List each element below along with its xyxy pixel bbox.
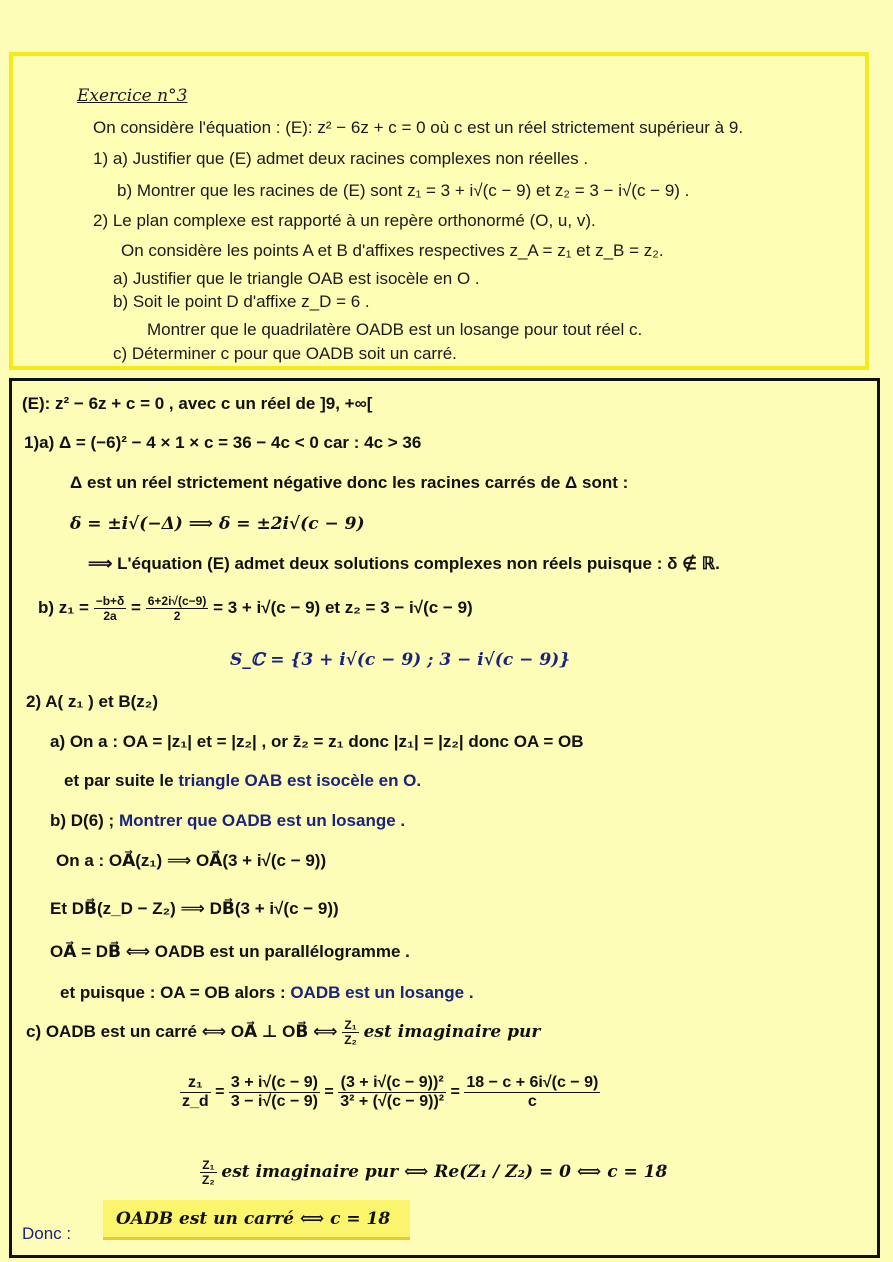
imaginary-fraction (200, 1158, 217, 1187)
losange-goal: Montrer que OADB est un losange . (118, 811, 406, 830)
discriminant-line: 1)a) Δ = (−6)² − 4 × 1 × c = 36 − 4c < 0 car : 4c > 36 (24, 433, 422, 452)
quotient-4-num: 18 − c + 6i√(c − 9) (466, 1074, 599, 1091)
roots-fraction-general (94, 594, 127, 623)
imaginary-num: Z₁ (200, 1158, 217, 1173)
roots-fraction-general-num: −b+δ (95, 594, 125, 608)
quotient-2-num: 3 + i√(c − 9) (230, 1074, 318, 1091)
question-2: 2) Le plan complexe est rapporté à un repère orthonormé (O, u, v). (93, 211, 596, 230)
question-2b: b) Soit le point D d'affixe z_D = 6 . (113, 292, 370, 311)
roots-label: b) z₁ = (38, 597, 89, 617)
quotient-3-den: 3² + (√(c − 9))² (340, 1093, 445, 1110)
imaginary-den: Z₂ (202, 1173, 215, 1187)
question-1b: b) Montrer que les racines de (E) sont z₁ = 3 + i√(c − 9) et z₂ = 3 − i√(c − 9) . (117, 181, 690, 200)
imaginary-condition-text: est imaginaire pur ⟺ Re(Z₁ / Z₂) = 0 ⟺ c = 18 (221, 1161, 668, 1182)
vector-oa-line: On a : OA⃗(z₁) ⟹ OA⃗(3 + i√(c − 9)) (56, 851, 327, 870)
square-condition-den: Z₂ (344, 1033, 357, 1047)
roots-fraction-general-den: 2a (103, 609, 117, 623)
losange-conclusion (60, 983, 474, 1003)
quotient-4-den: c (527, 1093, 537, 1110)
roots-values: = 3 + i√(c − 9) et z₂ = 3 − i√(c − 9) (213, 597, 473, 617)
square-condition-num: Z₁ (342, 1018, 359, 1033)
losange-statement: OADB est un losange . (290, 983, 474, 1002)
imaginary-condition-line (200, 1158, 667, 1187)
square-condition-text: est imaginaire pur (363, 1021, 541, 1042)
point-d: b) D(6) ; (50, 811, 119, 830)
question-2b-follow: Montrer que le quadrilatère OADB est un losange pour tout réel c. (147, 320, 643, 339)
quotient-computation: $\frac{\text{z₁}}{z\_d}$ = $\frac{3 + i√(c - 9)}{3 - i√(c - 9)}$ = $\frac{\text{(3 + i√(c − 9))²}}{\text{3² + (√(c − 9))²}}$ = $\frac{18 - c + 6i√(c - 9)}{c}$ (182, 1074, 599, 1110)
parallelogram-line: OA⃗ = DB⃗ ⟺ OADB est un parallélogramme . (50, 942, 410, 961)
part-2-header: 2) A( z₁ ) et B(z₂) (26, 692, 158, 711)
isosceles-prefix: et par suite le (64, 771, 179, 790)
vector-db-line: Et DB⃗(z_D − Z₂) ⟹ DB⃗(3 + i√(c − 9)) (50, 899, 339, 918)
question-1a: 1) a) Justifier que (E) admet deux racines complexes non réelles . (93, 149, 589, 168)
non-real-solutions-line: ⟹ L'équation (E) admet deux solutions complexes non réels puisque : δ ∉ ℝ. (88, 554, 720, 573)
exercise-intro: On considère l'équation : (E): z² − 6z + c = 0 où c est un réel strictement supérieur à 9. (93, 118, 744, 137)
exercise-title: Exercice n°3 (77, 86, 188, 106)
quotient-3-num: (3 + i√(c − 9))² (338, 1074, 446, 1093)
quotient-fraction-4 (464, 1074, 600, 1111)
roots-line (38, 594, 473, 623)
isosceles-statement: triangle OAB est isocèle en O. (178, 771, 422, 790)
quotient-fraction-3 (338, 1074, 446, 1111)
square-condition-fraction (342, 1018, 359, 1047)
roots-fraction-specific-num: 6+2i√(c−9) (147, 594, 207, 608)
quotient-fraction-2 (229, 1074, 320, 1111)
quotient-1-den: z_d (182, 1093, 209, 1110)
solution-equation: (E): z² − 6z + c = 0 , avec c un réel de ]9, +∞[ (22, 394, 373, 413)
quotient-1-num: z₁ (180, 1074, 211, 1093)
final-conclusion: OADB est un carré ⟺ c = 18 (116, 1209, 391, 1229)
delta-negative-text: Δ est un réel strictement négative donc les racines carrés de Δ sont : (70, 473, 629, 492)
question-2a: a) Justifier que le triangle OAB est isocèle en O . (113, 269, 480, 288)
question-2-intro: On considère les points A et B d'affixes respectives z_A = z₁ et z_B = z₂. (121, 241, 664, 260)
part-2a-proof: a) On a : OA = |z₁| et = |z₂| , or z̄₂ = z₁ donc |z₁| = |z₂| donc OA = OB (50, 732, 584, 751)
square-condition-line (26, 1018, 540, 1047)
quotient-2-den: 3 − i√(c − 9) (230, 1093, 318, 1110)
quotient-fraction-1 (180, 1074, 211, 1111)
solution-set: S_ℂ = {3 + i√(c − 9) ; 3 − i√(c − 9)} (230, 650, 571, 670)
roots-equals: = (131, 597, 141, 617)
part-2b-header (50, 811, 405, 831)
roots-fraction-specific-den: 2 (173, 609, 181, 623)
square-roots-line: δ = ±i√(−Δ) ⟹ δ = ±2i√(c − 9) (70, 514, 365, 534)
square-condition-prefix: c) OADB est un carré ⟺ OA⃗ ⊥ OB⃗ ⟺ (26, 1021, 338, 1041)
exercise-statement-box (9, 52, 869, 370)
question-2c: c) Déterminer c pour que OADB soit un carré. (113, 344, 457, 363)
isosceles-conclusion (64, 771, 421, 791)
donc-label: Donc : (22, 1224, 72, 1243)
losange-prefix: et puisque : OA = OB alors : (60, 983, 291, 1002)
roots-fraction-specific (146, 594, 209, 623)
